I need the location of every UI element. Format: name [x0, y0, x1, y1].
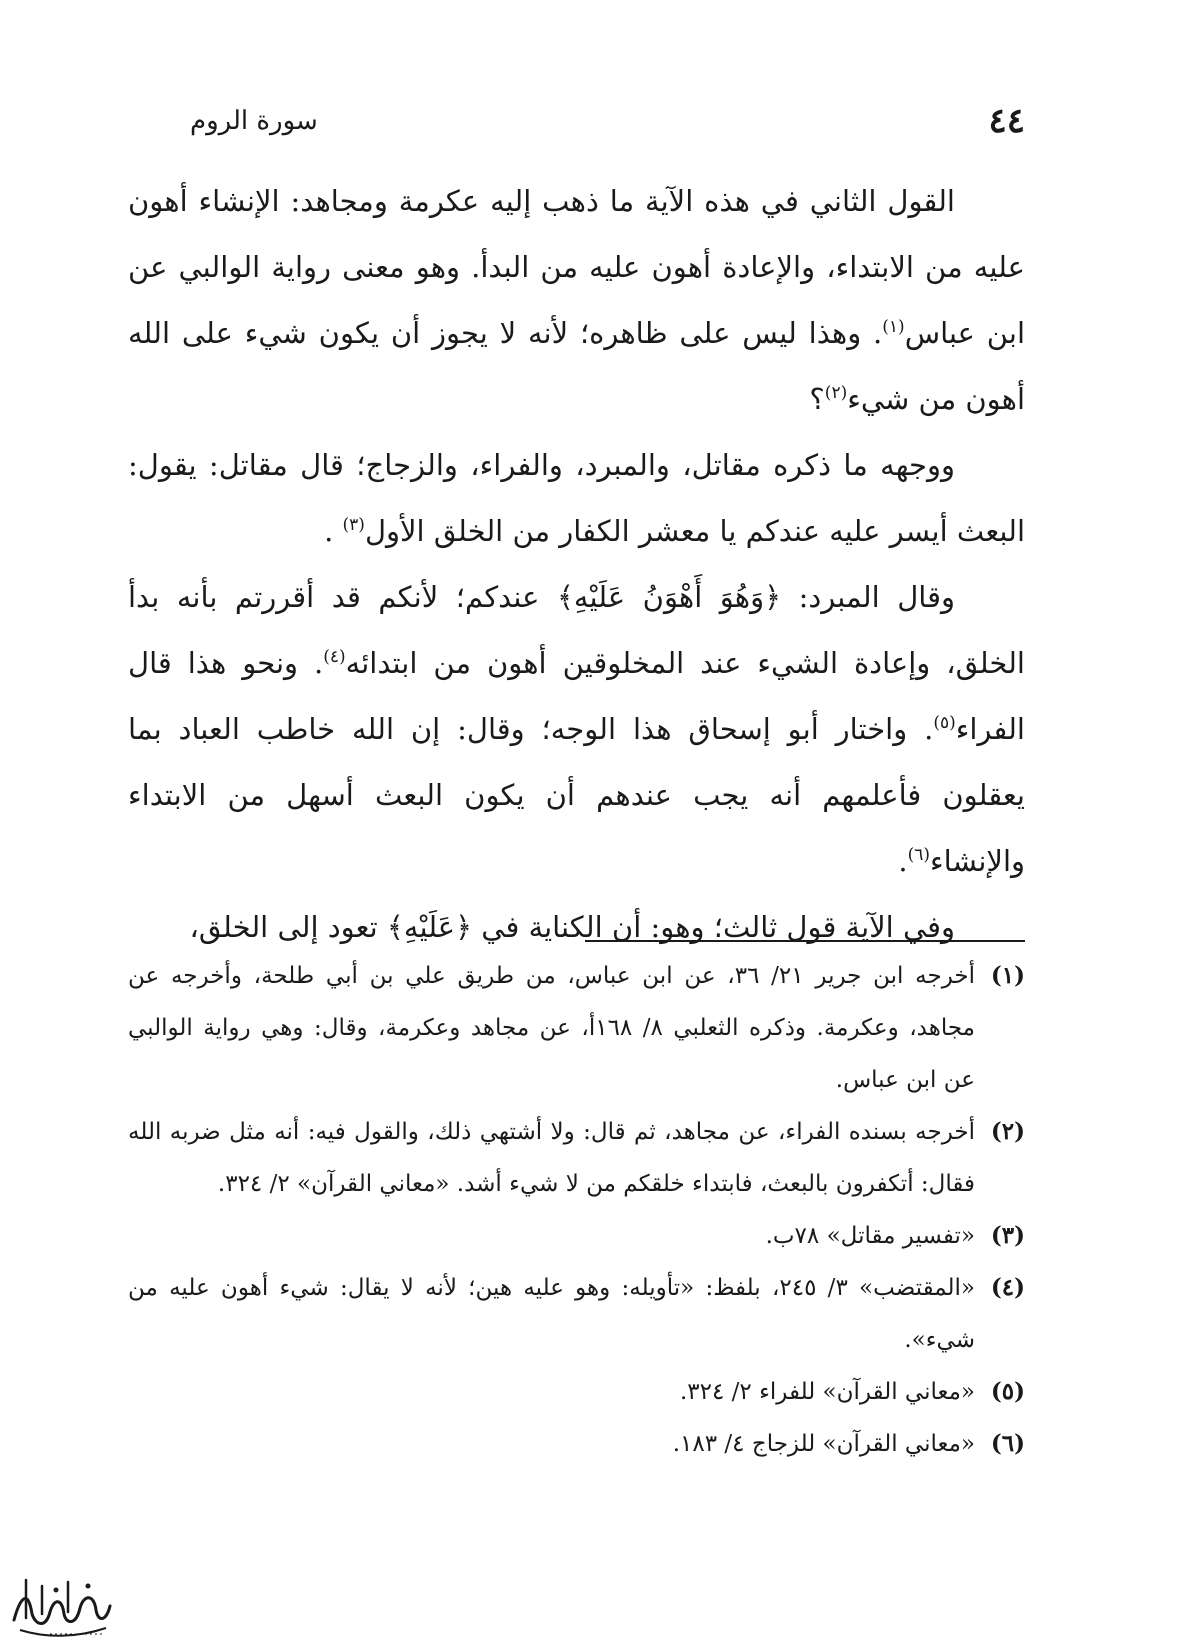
footnote-number: (٣): [990, 1222, 1025, 1249]
text-run: . ونحو هذا قال الفراء: [128, 646, 1025, 746]
footnote-ref-4: (٤): [323, 647, 346, 667]
footnote-number: (٢): [990, 1118, 1025, 1145]
page-header: [190, 96, 1025, 146]
footnote-text: «تفسير مقاتل» ٧٨ب.: [765, 1223, 975, 1249]
footnote-number: (٦): [990, 1430, 1025, 1457]
footnote-text: «معاني القرآن» للزجاج ٤/ ١٨٣.: [672, 1431, 975, 1457]
footnote-ref-3: (٣): [342, 515, 365, 535]
footnote-3: [128, 1210, 1025, 1262]
footnote-number: (٥): [990, 1378, 1025, 1405]
footnote-number: (٤): [990, 1274, 1025, 1301]
footnote-ref-5: (٥): [933, 713, 956, 733]
footnote-text: «المقتضب» ٣/ ٢٤٥، بلفظ: «تأويله: وهو عليه هين؛ لأنه لا يقال: شيء أهون عليه من شيء».: [128, 1275, 975, 1353]
footnote-text: «معاني القرآن» للفراء ٢/ ٣٢٤.: [679, 1379, 975, 1405]
text-run: وقال المبرد:: [781, 580, 955, 614]
footnote-number: (١): [990, 962, 1025, 989]
footnote-ref-1: (١): [882, 317, 905, 337]
text-run: ؟: [809, 382, 825, 416]
text-run: ووجهه ما ذكره مقاتل، والمبرد، والفراء، والزجاج؛ قال مقاتل: يقول: البعث أيسر عليه عندكم يا معشر الكفار من الخلق الأول: [128, 448, 1025, 548]
text-run: .: [324, 514, 343, 548]
footnote-2: [128, 1106, 1025, 1210]
text-run: عندكم؛ لأنكم قد أقررتم بأنه بدأ الخلق، وإعادة الشيء عند المخلوقين أهون من ابتدائه: [128, 580, 1025, 680]
text-run: .: [898, 844, 908, 878]
paragraph-3: [128, 564, 1025, 894]
footnote-1: [128, 950, 1025, 1106]
footnotes: [128, 950, 1025, 1470]
paragraph-2: [128, 432, 1025, 564]
calligraphy-logo-icon: [6, 1568, 116, 1640]
text-run: . وهذا ليس على ظاهره؛ لأنه لا يجوز أن يكون شيء على الله أهون من شيء: [128, 316, 1025, 416]
running-title: سورة الروم: [190, 106, 318, 136]
footnote-divider: [585, 940, 1025, 942]
text-run: . واختار أبو إسحاق هذا الوجه؛ وقال: إن الله خاطب العباد بما يعقلون فأعلمهم أنه يجب عندهم أن يكون البعث أسهل من الابتداء والإنشاء: [128, 712, 1025, 878]
quran-quote: ﴿عَلَيْهِ﴾: [386, 910, 473, 944]
footnote-text: أخرجه ابن جرير ٢١/ ٣٦، عن ابن عباس، من طريق علي بن أبي طلحة، وأخرجه عن مجاهد، وعكرمة. وذكره الثعلبي ٨/ ١٦٨أ، عن مجاهد وعكرمة، وقال: وهي رواية الوالبي عن ابن عباس.: [128, 963, 975, 1093]
main-text: [128, 168, 1025, 960]
footnote-6: [128, 1418, 1025, 1470]
text-run: تعود إلى الخلق،: [189, 910, 387, 944]
footnote-4: [128, 1262, 1025, 1366]
footnote-ref-6: (٦): [907, 845, 930, 865]
quran-quote: ﴿وَهُوَ أَهْوَنُ عَلَيْهِ﴾: [556, 580, 782, 614]
footnote-ref-2: (٢): [824, 383, 848, 403]
text-run: القول الثاني في هذه الآية ما ذهب إليه عكرمة ومجاهد: الإنشاء أهون عليه من الابتداء، والإعادة أهون عليه من البدأ. وهو معنى رواية الوالبي عن ابن عباس: [128, 184, 1025, 350]
footnote-text: أخرجه بسنده الفراء، عن مجاهد، ثم قال: ولا أشتهي ذلك، والقول فيه: أنه مثل ضربه الله فقال: أتكفرون بالبعث، فابتداء خلقكم من لا شيء أشد. «معاني القرآن» ٢/ ٣٢٤.: [128, 1119, 975, 1197]
text-run: وفي الآية قول ثالث؛ وهو: أن الكناية في: [472, 910, 955, 944]
paragraph-1: [128, 168, 1025, 432]
footnote-5: [128, 1366, 1025, 1418]
page-number: ٤٤: [988, 101, 1025, 141]
